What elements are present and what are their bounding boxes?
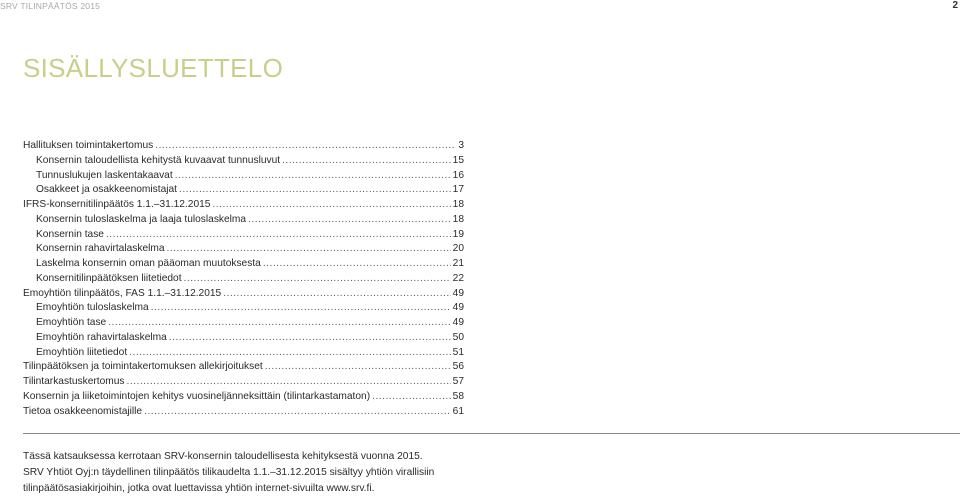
toc-entry-label: Tietoa osakkeenomistajille (23, 405, 143, 417)
toc-entry-label: Hallituksen toimintakertomus (23, 140, 154, 151)
toc-entry-label: Konsernin tase (36, 228, 104, 240)
toc-entry[interactable] (23, 169, 464, 184)
page-number: 2 (952, 0, 958, 11)
toc-entry-page: 18 (452, 199, 464, 210)
toc-entry[interactable] (23, 272, 464, 287)
toc-entry-page: 20 (452, 243, 464, 255)
toc-entry-page: 22 (452, 272, 464, 284)
toc-entry-label: Konsernin taloudellista kehitystä kuvaavat tunnusluvut (36, 154, 281, 166)
toc-entry-page: 49 (452, 302, 464, 314)
toc-entry-page: 21 (452, 258, 464, 269)
toc-entry-label: Emoyhtiön tase (36, 317, 107, 328)
toc-entry-label: Emoyhtiön tuloslaskelma (36, 302, 149, 314)
toc-entry-label: Laskelma konsernin oman pääoman muutoksesta (36, 258, 261, 269)
divider (23, 433, 960, 434)
dot-leader (129, 346, 450, 361)
toc-entry-label: Tilintarkastuskertomus (23, 376, 125, 387)
toc-entry-label: Tunnuslukujen laskentakaavat (36, 169, 173, 181)
dot-leader (248, 213, 451, 228)
dot-leader (212, 198, 450, 213)
toc-entry[interactable] (23, 346, 464, 361)
dot-leader (127, 375, 451, 390)
toc-entry[interactable] (23, 213, 464, 228)
dot-leader (169, 331, 451, 346)
toc-entry-page: 50 (452, 331, 464, 343)
dot-leader (144, 405, 451, 420)
publication-header: SRV TILINPÄÄTÖS 2015 (0, 1, 101, 11)
toc-entry-label: Emoyhtiön liitetiedot (36, 346, 128, 358)
intro-note-line: tilinpäätösasiakirjoihin, jotka ovat luettavissa yhtiön internet-sivuilta www.srv.fi. (23, 483, 375, 495)
toc-entry[interactable] (23, 242, 464, 257)
intro-note-line: SRV Yhtiöt Oyj:n täydellinen tilinpäätös tilikaudelta 1.1.–31.12.2015 sisältyy yhtiön virallisiin (23, 467, 435, 479)
dot-leader (265, 360, 451, 375)
toc-entry-page: 18 (452, 213, 464, 225)
toc-entry[interactable] (23, 198, 464, 213)
toc-entry[interactable] (23, 360, 464, 375)
toc-entry-page: 17 (452, 184, 464, 196)
dot-leader (155, 139, 456, 154)
dot-leader (282, 154, 451, 169)
toc-entry[interactable] (23, 139, 464, 154)
dot-leader (184, 272, 451, 287)
toc-entry-page: 49 (452, 287, 464, 299)
dot-leader (175, 169, 451, 184)
toc-entry-page: 15 (452, 154, 464, 166)
dot-leader (167, 242, 451, 257)
toc-entry-page: 56 (452, 361, 464, 373)
dot-leader (106, 228, 451, 243)
toc-entry[interactable] (23, 405, 464, 420)
toc-entry-label: IFRS-konsernitilinpäätös 1.1.–31.12.2015 (23, 199, 211, 210)
toc-entry-page: 16 (452, 169, 464, 181)
dot-leader (151, 301, 451, 316)
toc-entry-page: 3 (458, 140, 464, 151)
toc-entry-label: Emoyhtiön rahavirtalaskelma (36, 331, 167, 343)
toc-entry[interactable] (23, 301, 464, 316)
intro-note-line: Tässä katsauksessa kerrotaan SRV-konsernin taloudellisesta kehityksestä vuonna 2015. (23, 451, 423, 462)
toc-entry-page: 51 (452, 346, 464, 358)
toc-entry[interactable] (23, 257, 464, 272)
intro-note (23, 449, 493, 498)
page-title: SISÄLLYSLUETTELO (23, 53, 284, 83)
toc-entry-label: Konsernin rahavirtalaskelma (36, 243, 165, 255)
toc-entry[interactable] (23, 316, 464, 331)
toc-entry-page: 61 (452, 405, 464, 417)
toc-entry-label: Emoyhtiön tilinpäätös, FAS 1.1.–31.12.2015 (23, 287, 222, 299)
toc-entry[interactable] (23, 228, 464, 243)
toc-entry[interactable] (23, 331, 464, 346)
dot-leader (223, 287, 450, 302)
table-of-contents (23, 139, 464, 419)
toc-entry-page: 49 (452, 317, 464, 328)
toc-entry-label: Konsernin ja liiketoimintojen kehitys vuosineljänneksittäin (tilintarkastamaton) (23, 390, 371, 402)
dot-leader (179, 183, 451, 198)
toc-entry[interactable] (23, 183, 464, 198)
toc-entry-label: Tilinpäätöksen ja toimintakertomuksen allekirjoitukset (23, 361, 263, 373)
toc-entry-label: Konsernin tuloslaskelma ja laaja tuloslaskelma (36, 213, 247, 225)
dot-leader (372, 390, 451, 405)
toc-entry[interactable] (23, 154, 464, 169)
toc-entry[interactable] (23, 287, 464, 302)
toc-entry-page: 58 (452, 390, 464, 402)
dot-leader (108, 316, 450, 331)
toc-entry-page: 19 (452, 228, 464, 240)
toc-entry-label: Konsernitilinpäätöksen liitetiedot (36, 272, 182, 284)
toc-entry[interactable] (23, 390, 464, 405)
toc-entry[interactable] (23, 375, 464, 390)
dot-leader (263, 257, 451, 272)
toc-entry-label: Osakkeet ja osakkeenomistajat (36, 184, 177, 196)
toc-entry-page: 57 (452, 376, 464, 387)
